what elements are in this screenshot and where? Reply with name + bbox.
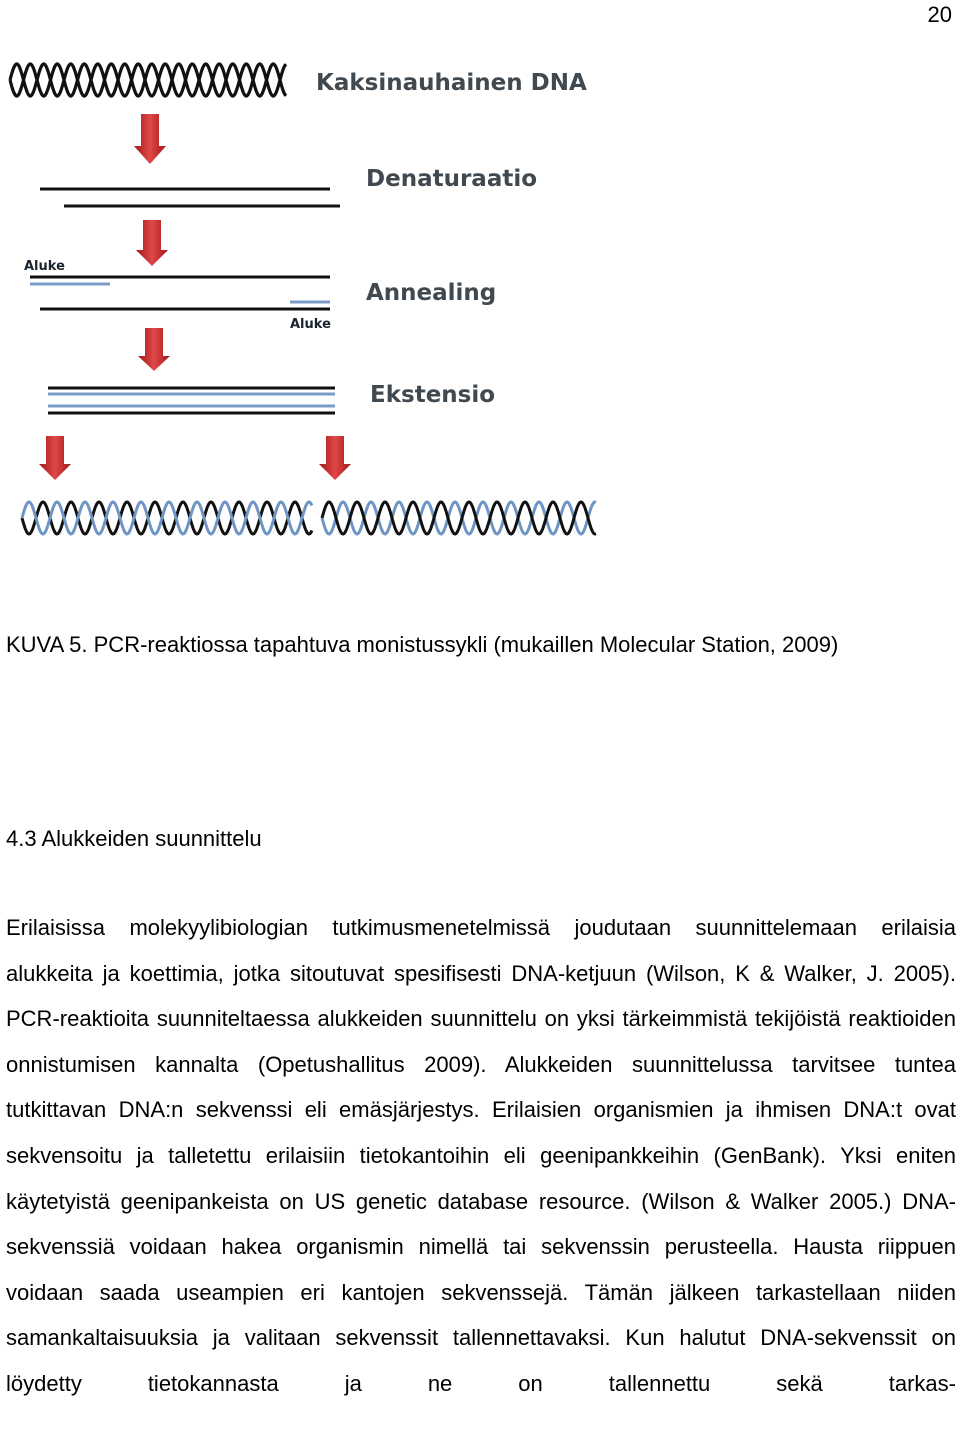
- pcr-cycle-figure: [0, 40, 960, 560]
- page-number: 20: [927, 2, 952, 27]
- label-denaturation: Denaturaatio: [366, 166, 538, 192]
- section-heading: 4.3 Alukkeiden suunnittelu: [6, 826, 262, 851]
- body-paragraph: Erilaisissa molekyylibiologian tutkimusmenetelmissä joudutaan suunnittelemaan erilaisia alukkeita ja koettimia, jotka sitoutuvat spesifisesti DNA-ketjuun (Wilson, K & Walker, J. 2005). PCR-reaktioita suunniteltaessa alukkeiden suunnittelu on yksi tärkeimmistä tekijöistä reaktioiden onnistumisen kannalta (Opetushallitus 2009). Alukkeiden suunnittelussa tarvitsee tuntea tutkittavan DNA:n sekvenssi eli emäsjärjestys. Erilaisien organismien ja ihmisen DNA:t ovat sekvensoitu ja talletettu erilaisiin tietokantoihin eli geenipankkeihin (GenBank). Yksi eniten käytetyistä geenipankeista on US genetic database resource. (Wilson & Walker 2005.) DNA-sekvenssiä voidaan hakea organismin nimellä tai sekvenssin perusteella. Hausta riippuen voidaan saada useampien eri kantojen sekvenssejä. Tämän jälkeen tarkastellaan niiden samankaltaisuuksia ja valitaan sekvenssit tallennettavaksi. Kun halutut DNA-sekvenssit on löydetty tietokannasta ja ne on tallennettu sekä tarkas-: [6, 915, 956, 1396]
- label-annealing: Annealing: [366, 280, 497, 306]
- arrow-down-left: [39, 436, 71, 480]
- figure-caption: KUVA 5. PCR-reaktiossa tapahtuva monistussykli (mukaillen Molecular Station, 2009): [6, 632, 839, 657]
- label-primer-top: Aluke: [24, 259, 65, 274]
- label-primer-bottom: Aluke: [290, 317, 331, 332]
- arrow-down-right: [319, 436, 351, 480]
- double-strand-helix-top: [10, 64, 286, 96]
- double-strand-helix-bottom-right: [322, 502, 596, 534]
- arrow-down-3: [138, 328, 170, 371]
- label-extension: Ekstensio: [370, 382, 496, 408]
- double-strand-helix-bottom-left: [22, 502, 312, 534]
- label-double-strand: Kaksinauhainen DNA: [316, 70, 587, 96]
- arrow-down-2: [136, 220, 168, 266]
- arrow-down-1: [134, 114, 166, 164]
